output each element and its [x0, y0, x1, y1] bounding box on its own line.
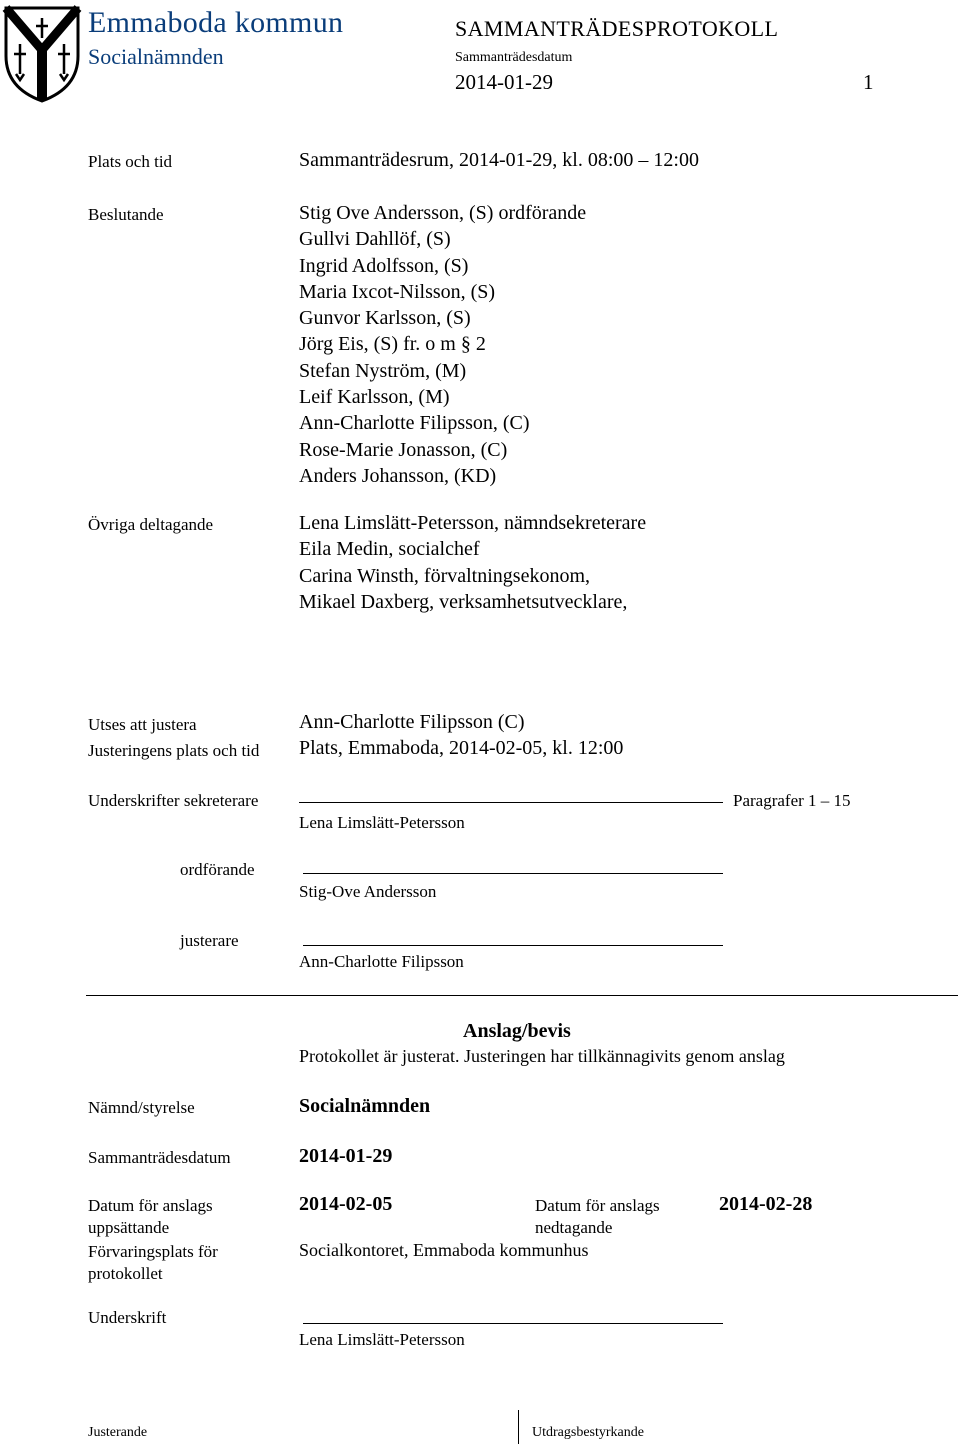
deciding-member: Anders Johansson, (KD): [299, 464, 497, 487]
body-value: Socialnämnden: [299, 1095, 431, 1117]
footer-divider: [518, 1410, 519, 1444]
adjuster-name: Ann-Charlotte Filipsson: [299, 952, 464, 971]
adjust-place-value: Plats, Emmaboda, 2014-02-05, kl. 12:00: [299, 737, 624, 759]
other-participant: Lena Limslätt-Petersson, nämndsekreterare: [299, 512, 647, 534]
other-participant: Mikael Daxberg, verksamhetsutvecklare,: [299, 590, 628, 613]
organization-name: Emmaboda kommun: [88, 6, 344, 39]
notice-date-label: Sammanträdesdatum: [88, 1148, 231, 1167]
adjuster-signature-line: [303, 945, 723, 946]
deciding-member: Ingrid Adolfsson, (S): [299, 254, 469, 277]
section-divider: [86, 995, 958, 996]
adjust-place-label: Justeringens plats och tid: [88, 741, 260, 760]
deciding-member: Leif Karlsson, (M): [299, 386, 450, 409]
notice-title: Anslag/bevis: [463, 1020, 571, 1042]
posted-date-value: 2014-02-05: [299, 1193, 393, 1215]
deciding-member: Gunvor Karlsson, (S): [299, 307, 471, 330]
storage-label: Förvaringsplats för: [88, 1242, 218, 1261]
secretary-name: Lena Limslätt-Petersson: [299, 813, 465, 832]
other-participant: Carina Winsth, förvaltningsekonom,: [299, 564, 591, 587]
deciding-member: Rose-Marie Jonasson, (C): [299, 438, 508, 461]
removed-date-value: 2014-02-28: [719, 1193, 813, 1215]
department-name: Socialnämnden: [88, 44, 224, 69]
page-number: 1: [863, 70, 874, 94]
municipality-coat-of-arms-logo: [2, 4, 82, 104]
body-label: Nämnd/styrelse: [88, 1098, 195, 1117]
removed-date-label: Datum för anslags: [535, 1196, 660, 1215]
deciding-member: Maria Ixcot-Nilsson, (S): [299, 280, 496, 303]
notice-signature-name: Lena Limslätt-Petersson: [299, 1330, 465, 1349]
footer-certification: Utdragsbestyrkande: [532, 1425, 644, 1440]
paragraphs-range: Paragrafer 1 – 15: [733, 791, 851, 810]
others-label: Övriga deltagande: [88, 515, 214, 534]
other-participant: Eila Medin, socialchef: [299, 538, 480, 561]
deciding-member: Jörg Eis, (S) fr. o m § 2: [299, 333, 486, 356]
signature-label: Underskrift: [88, 1308, 167, 1327]
chair-name: Stig-Ove Andersson: [299, 882, 437, 901]
deciding-member: Stig Ove Andersson, (S) ordförande: [299, 202, 587, 224]
meeting-date-label: Sammanträdesdatum: [455, 50, 573, 65]
deciding-label: Beslutande: [88, 205, 164, 224]
notice-text: Protokollet är justerat. Justeringen har tillkännagivits genom anslag: [299, 1046, 785, 1066]
footer-adjusting: Justerande: [88, 1425, 148, 1440]
posted-date-label-2: uppsättande: [88, 1218, 170, 1237]
deciding-member: Gullvi Dahllöf, (S): [299, 228, 451, 251]
storage-value: Socialkontoret, Emmaboda kommunhus: [299, 1240, 589, 1260]
meeting-date: 2014-01-29: [455, 70, 553, 94]
deciding-member: Ann-Charlotte Filipsson, (C): [299, 412, 530, 435]
deciding-member: Stefan Nyström, (M): [299, 359, 467, 382]
signatures-label: Underskrifter sekreterare: [88, 791, 259, 810]
appointed-adjuster-value: Ann-Charlotte Filipsson (C): [299, 711, 525, 733]
place-time-value: Sammanträdesrum, 2014-01-29, kl. 08:00 – 12:00: [299, 149, 699, 171]
posted-date-label: Datum för anslags: [88, 1196, 213, 1215]
deciding-list: [299, 200, 586, 489]
adjuster-label: justerare: [180, 931, 239, 950]
removed-date-label-2: nedtagande: [535, 1218, 613, 1237]
place-time-label: Plats och tid: [88, 152, 173, 171]
storage-label-2: protokollet: [88, 1264, 163, 1283]
document-type: SAMMANTRÄDESPROTOKOLL: [455, 16, 779, 41]
secretary-signature-line: [299, 802, 723, 803]
notice-signature-line: [303, 1323, 723, 1324]
appointed-adjuster-label: Utses att justera: [88, 715, 197, 734]
chair-signature-line: [303, 873, 723, 874]
chair-label: ordförande: [180, 860, 255, 879]
notice-date-value: 2014-01-29: [299, 1145, 393, 1167]
others-list: [299, 510, 646, 615]
